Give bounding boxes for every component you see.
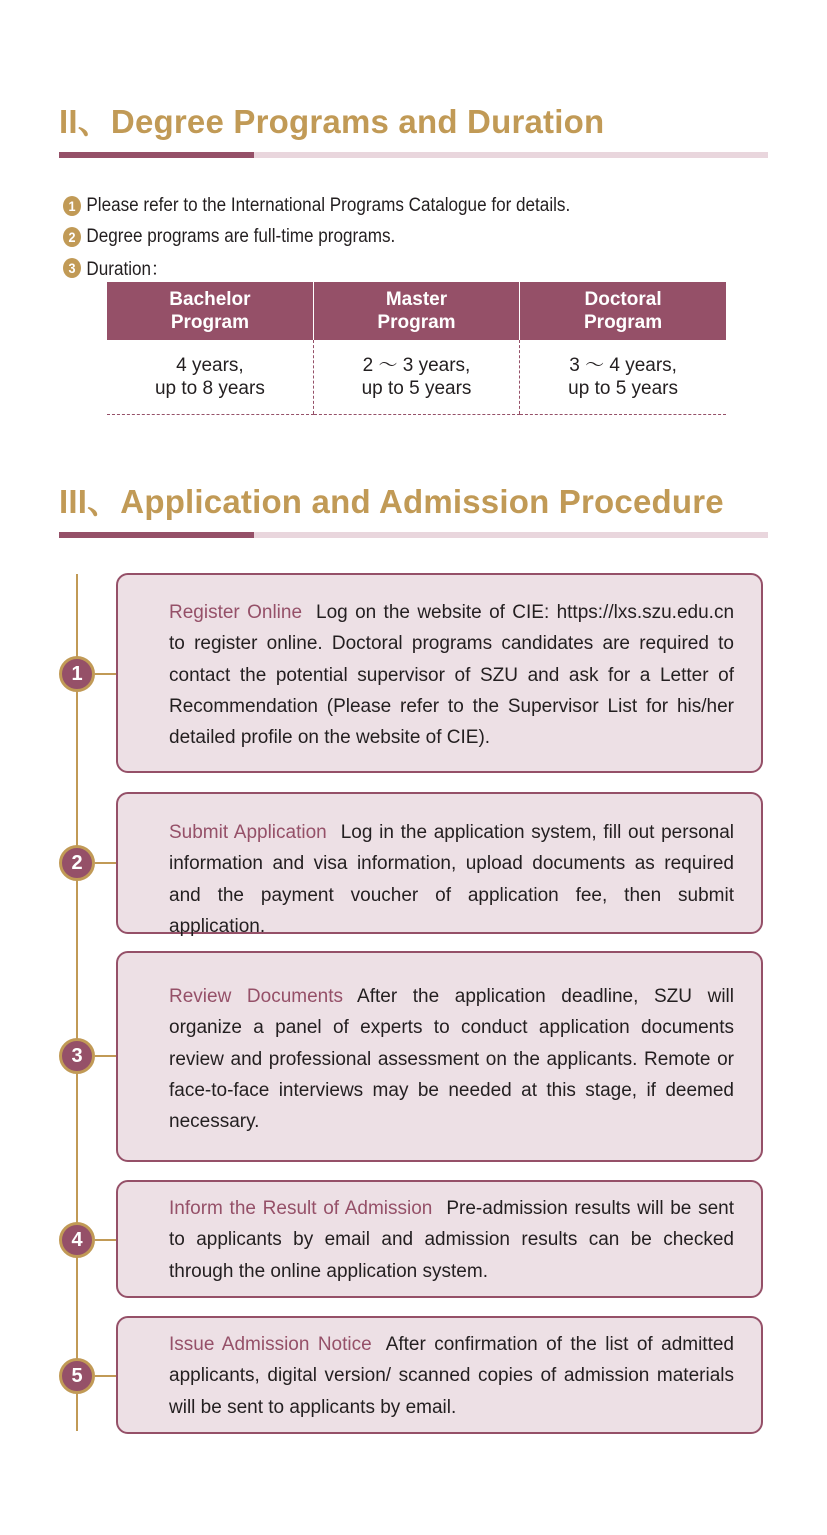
section-title-application-procedure: III、Application and Admission Procedure <box>59 483 724 520</box>
step-text <box>169 597 734 753</box>
step-connector <box>95 862 116 864</box>
step-description: After the application deadline, SZU will organize a panel of experts to conduct application documents review and professional assessment on the applicants. Remote or face-to-face interviews may be needed at this stage, if deemed necessary. <box>169 986 734 1133</box>
step-number-5-icon: 5 <box>59 1358 95 1394</box>
step-connector <box>95 1055 116 1057</box>
step-card-review-documents <box>116 951 763 1162</box>
number-2-icon: 2 <box>63 227 81 247</box>
step-number-1-icon: 1 <box>59 656 95 692</box>
timeline-line <box>76 574 78 1431</box>
step-connector <box>95 1239 116 1241</box>
step-card-submit-application <box>116 792 763 937</box>
list-item <box>63 252 570 283</box>
list-item-text: Degree programs are full-time programs. <box>86 225 396 247</box>
step-card-register-online <box>116 573 763 773</box>
header-master: Master Program <box>313 282 519 340</box>
cell-bachelor-duration: 4 years, up to 8 years <box>107 340 313 415</box>
cell-doctoral-duration: 3 ～ 4 years, up to 5 years <box>520 340 726 415</box>
step-description: Pre-admission results will be sent to applicants by email and admission results can be checked through the online application system. <box>169 1198 734 1282</box>
section-divider-accent <box>59 152 254 158</box>
step-connector <box>95 1375 116 1377</box>
section-divider-accent <box>59 532 254 538</box>
step-text <box>169 817 734 942</box>
step-description: After confirmation of the list of admitted applicants, digital version/ scanned copies of admission materials will be sent to applicants by email. <box>169 1334 734 1418</box>
list-item-text: Duration： <box>86 259 169 280</box>
list-item <box>63 221 570 252</box>
section-title-degree-programs: II、Degree Programs and Duration <box>59 103 605 140</box>
header-bachelor: Bachelor Program <box>107 282 313 340</box>
degree-info-list <box>63 190 627 283</box>
section-divider <box>59 152 768 158</box>
step-description: Log on the website of CIE: https://lxs.szu.edu.cn to register online. Doctoral programs candidates are required to contact the potential supervisor of SZU and ask for a Letter of Recommendation (Please refer to the Supervisor List for his/her detailed profile on the website of CIE). <box>169 602 735 749</box>
step-text <box>169 1193 734 1287</box>
step-title: Review Documents <box>169 986 344 1007</box>
step-title: Register Online <box>169 602 303 623</box>
header-doctoral: Doctoral Program <box>520 282 726 340</box>
list-item <box>63 190 570 221</box>
table-header-row <box>107 282 726 340</box>
step-number-2-icon: 2 <box>59 845 95 881</box>
step-title: Inform the Result of Admission <box>169 1198 433 1219</box>
step-text <box>169 981 734 1137</box>
step-title: Submit Application <box>169 822 327 843</box>
list-item-text: Please refer to the International Programs Catalogue for details. <box>86 194 571 216</box>
step-description: Log in the application system, fill out personal information and visa information, upload documents as required and the payment voucher of application fee, then submit application. <box>169 822 734 937</box>
number-1-icon: 1 <box>63 196 81 216</box>
duration-table <box>107 282 726 415</box>
step-connector <box>95 673 116 675</box>
step-card-issue-admission-notice <box>116 1316 763 1434</box>
step-card-inform-result <box>116 1180 763 1298</box>
step-number-3-icon: 3 <box>59 1038 95 1074</box>
step-number-4-icon: 4 <box>59 1222 95 1258</box>
step-text <box>169 1329 734 1423</box>
step-title: Issue Admission Notice <box>169 1334 372 1355</box>
number-3-icon: 3 <box>63 258 81 278</box>
cell-master-duration: 2 ～ 3 years, up to 5 years <box>313 340 519 415</box>
section-divider <box>59 532 768 538</box>
table-row <box>107 340 726 415</box>
